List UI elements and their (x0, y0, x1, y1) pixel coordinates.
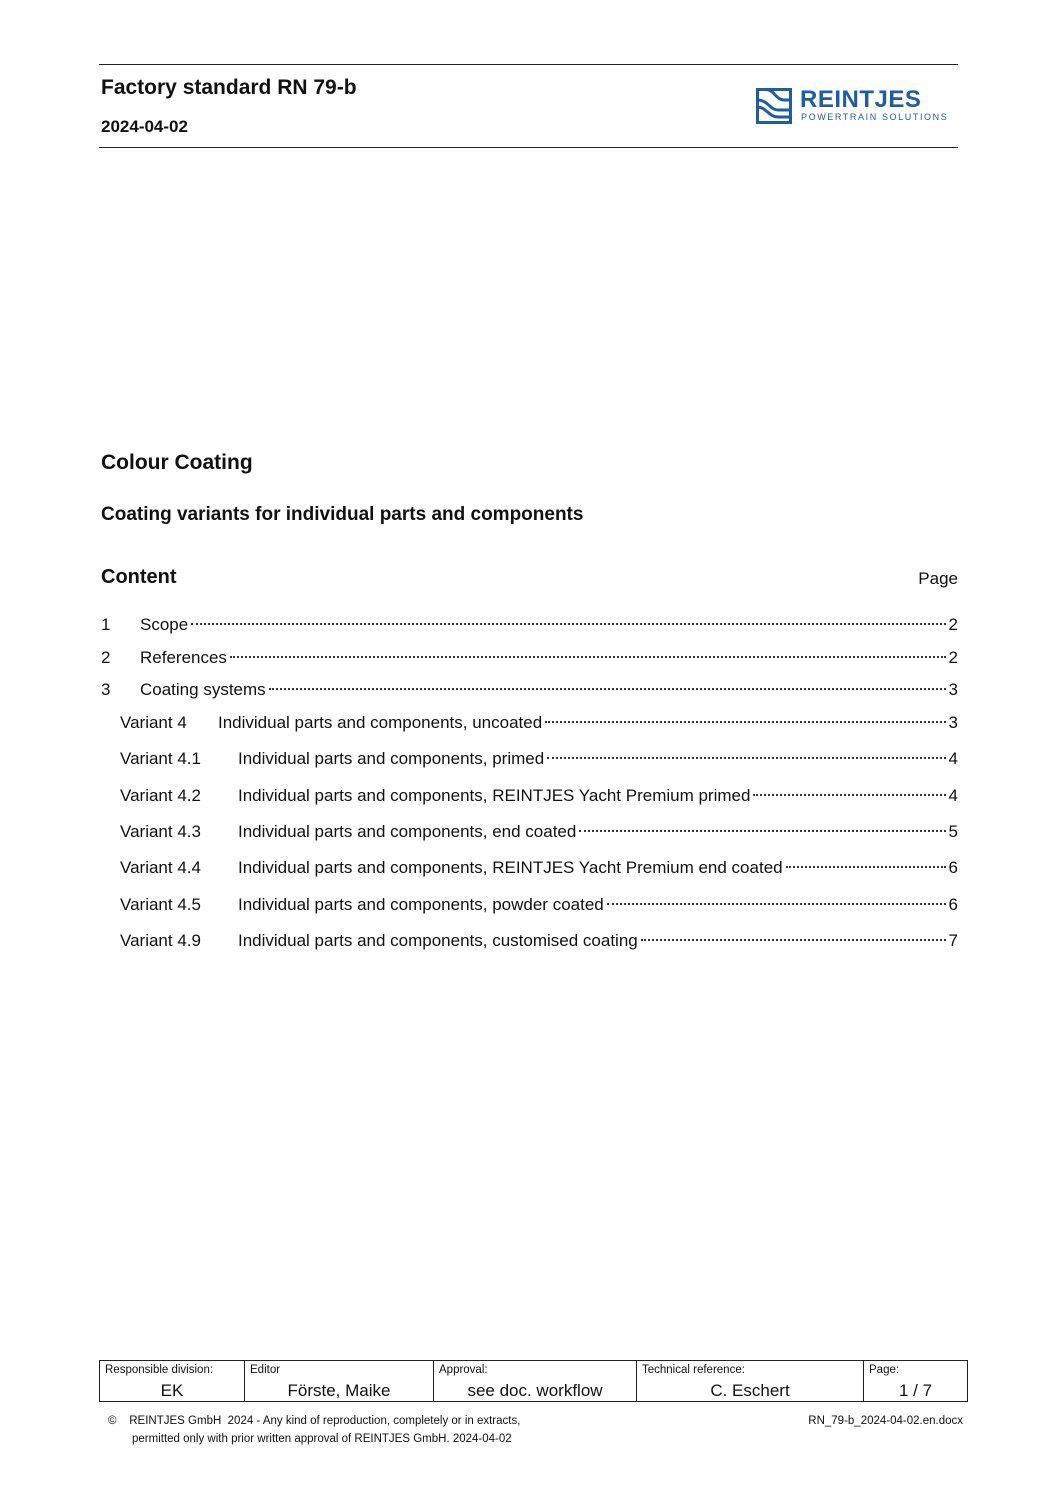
toc-leader-dots (786, 866, 946, 868)
footer-info-row (100, 1361, 968, 1402)
document-code-title: Factory standard RN 79-b (101, 76, 357, 99)
toc-entry-page: 3 (948, 680, 958, 699)
footer-cell-value: EK (160, 1381, 184, 1400)
footer-cell-value: 1 / 7 (898, 1381, 933, 1400)
toc-entry-label: Scope (140, 615, 189, 634)
footer-cell-label: Approval: (439, 1364, 488, 1376)
toc-entry-number: Variant 4.2 (120, 786, 201, 805)
footer-cell-division (100, 1361, 245, 1402)
toc-entry-number: Variant 4.4 (120, 858, 201, 877)
header-rule-bottom (99, 147, 958, 148)
footer-cell-value: see doc. workflow (467, 1381, 603, 1400)
toc-entry-variant-4-4[interactable] (120, 856, 958, 880)
toc-entry-number: 2 (101, 648, 111, 667)
logo-wordmark: REINTJES (800, 86, 922, 113)
toc-leader-dots (753, 794, 945, 796)
toc-leader-dots (607, 903, 946, 905)
toc-entry-page: 5 (948, 822, 958, 841)
toc-leader-dots (579, 830, 945, 832)
footer-cell-label: Technical reference: (642, 1364, 745, 1376)
toc-entry-page: 6 (948, 895, 958, 914)
toc-entry-number: Variant 4.5 (120, 895, 201, 914)
toc-entry-label: References (140, 648, 227, 667)
toc-entry-label: Individual parts and components, powder coated (238, 895, 604, 914)
toc-heading: Content (101, 566, 177, 588)
toc-entry-scope[interactable] (101, 613, 958, 637)
toc-entry-variant-4-1[interactable] (120, 747, 958, 771)
footer-cell-label: Responsible division: (105, 1364, 214, 1376)
toc-entry-page: 6 (948, 858, 958, 877)
footer-cell-approval (434, 1361, 637, 1402)
toc-entry-variant-4-5[interactable] (120, 893, 958, 917)
document-date: 2024-04-02 (101, 117, 188, 136)
copyright-line-2: permitted only with prior written approval of REINTJES GmbH. 2024-04-02 (132, 1433, 512, 1445)
toc-entry-label: Individual parts and components, end coated (238, 822, 577, 841)
toc-entry-page: 4 (948, 749, 958, 768)
toc-entry-number: Variant 4.3 (120, 822, 201, 841)
footer-info-table (99, 1360, 968, 1402)
toc-leader-dots (547, 757, 945, 759)
toc-entry-page: 2 (948, 648, 958, 667)
footer-cell-value: C. Eschert (710, 1381, 790, 1400)
copyright-line-1: © REINTJES GmbH 2024 - Any kind of reproduction, completely or in extracts, (108, 1415, 521, 1427)
toc-entry-label: Individual parts and components, customised coating (238, 931, 638, 950)
toc-entry-label: Individual parts and components, primed (238, 749, 545, 768)
footer-cell-editor (245, 1361, 434, 1402)
header-rule-top (99, 64, 958, 65)
toc-entry-page: 2 (948, 615, 958, 634)
reintjes-logo-icon (756, 88, 792, 124)
toc-page-column-label: Page (918, 569, 958, 588)
toc-entry-variant-4[interactable] (120, 711, 958, 735)
toc-entry-label: Individual parts and components, uncoated (218, 713, 543, 732)
toc-entry-number: 1 (101, 615, 111, 634)
toc-entry-label: Coating systems (140, 680, 266, 699)
toc-entry-variant-4-9[interactable] (120, 929, 958, 953)
document-filename: RN_79-b_2024-04-02.en.docx (808, 1415, 963, 1427)
toc-leader-dots (269, 688, 946, 690)
footer-cell-technical-reference (637, 1361, 864, 1402)
toc-entry-variant-4-2[interactable] (120, 784, 958, 808)
footer-cell-page (864, 1361, 968, 1402)
toc-leader-dots (191, 623, 945, 625)
toc-leader-dots (230, 656, 946, 658)
toc-leader-dots (545, 721, 945, 723)
toc-entry-number: 3 (101, 680, 111, 699)
footer-cell-label: Editor (250, 1364, 281, 1376)
toc-entry-number: Variant 4 (120, 713, 187, 732)
reintjes-logo (756, 88, 960, 124)
footer-cell-label: Page: (869, 1364, 900, 1376)
toc-entry-page: 4 (948, 786, 958, 805)
document-subtitle: Coating variants for individual parts and components (101, 504, 584, 525)
document-title: Colour Coating (101, 451, 253, 474)
toc-entry-number: Variant 4.9 (120, 931, 201, 950)
toc-entry-number: Variant 4.1 (120, 749, 201, 768)
footer-cell-value: Förste, Maike (287, 1381, 391, 1400)
toc-entry-page: 7 (948, 931, 958, 950)
logo-tagline: POWERTRAIN SOLUTIONS (801, 112, 949, 122)
toc-leader-dots (641, 939, 946, 941)
toc-entry-label: Individual parts and components, REINTJES Yacht Premium primed (238, 786, 751, 805)
toc-entry-variant-4-3[interactable] (120, 820, 958, 844)
toc-entry-page: 3 (948, 713, 958, 732)
toc-entry-label: Individual parts and components, REINTJES Yacht Premium end coated (238, 858, 783, 877)
toc-entry-references[interactable] (101, 646, 958, 670)
copyright-notice (108, 1412, 520, 1448)
toc-entry-coating-systems[interactable] (101, 678, 958, 702)
